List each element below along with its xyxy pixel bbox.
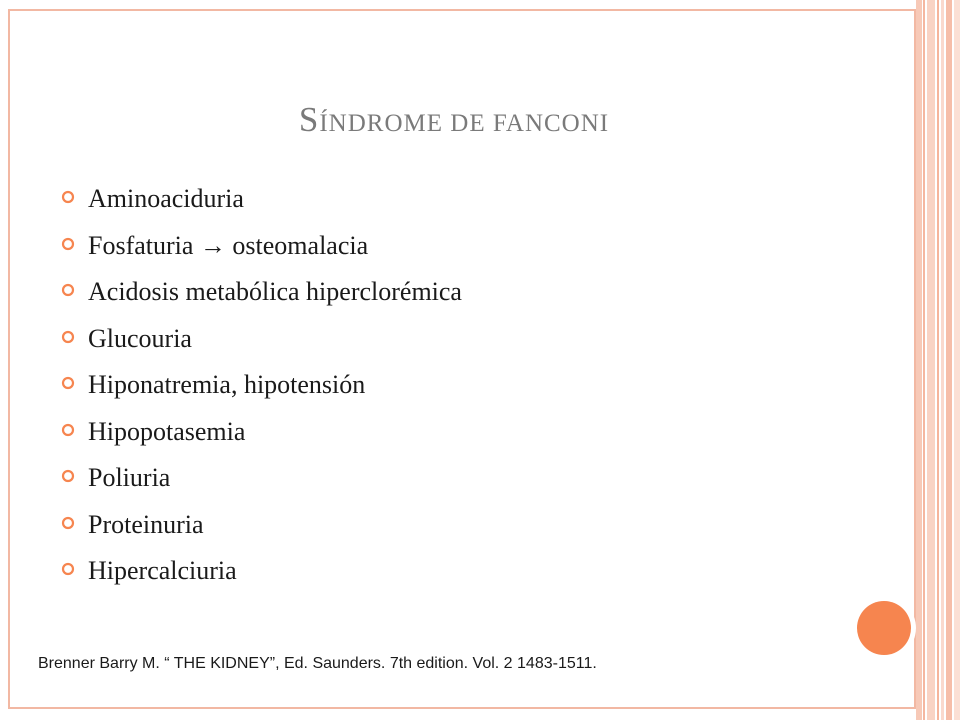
bullet-item bbox=[60, 502, 462, 549]
decorative-orange-circle bbox=[857, 601, 911, 655]
bullet-item bbox=[60, 223, 462, 270]
bullet-text: Hipopotasemia bbox=[88, 416, 246, 446]
decorative-stripe bbox=[954, 0, 960, 720]
orange-ring-bullet-icon bbox=[60, 277, 88, 307]
bullet-list bbox=[60, 176, 462, 595]
orange-ring-bullet-icon bbox=[60, 463, 88, 493]
slide-title-rest-first: ÍNDROME bbox=[319, 110, 444, 137]
bullet-text: Fosfaturia → osteomalacia bbox=[88, 230, 369, 260]
orange-ring-bullet-icon bbox=[60, 556, 88, 586]
bullet-text: Proteinuria bbox=[88, 509, 204, 539]
bullet-item bbox=[60, 316, 462, 363]
orange-ring-bullet-icon bbox=[60, 370, 88, 400]
slide-title-initial: S bbox=[298, 100, 320, 139]
orange-ring-bullet-icon bbox=[60, 417, 88, 447]
bullet-text: Poliuria bbox=[88, 463, 171, 493]
decorative-stripe bbox=[937, 0, 939, 720]
citation: Brenner Barry M. “ THE KIDNEY”, Ed. Saunders. 7th edition. Vol. 2 1483-1511. bbox=[38, 655, 597, 672]
decorative-stripe bbox=[916, 0, 922, 720]
bullet-item bbox=[60, 409, 462, 456]
decorative-stripe bbox=[946, 0, 952, 720]
bullet-item bbox=[60, 362, 462, 409]
bullet-item bbox=[60, 176, 462, 223]
orange-ring-bullet-icon bbox=[60, 510, 88, 540]
bullet-text: Acidosis metabólica hiperclorémica bbox=[88, 277, 462, 307]
decorative-stripe bbox=[927, 0, 935, 720]
orange-ring-bullet-icon bbox=[60, 231, 88, 261]
slide-title-rest: DE FANCONI bbox=[443, 110, 610, 137]
bullet-item bbox=[60, 269, 462, 316]
decorative-stripe bbox=[941, 0, 944, 720]
bullet-text: Hiponatremia, hipotensión bbox=[88, 370, 366, 400]
orange-ring-bullet-icon bbox=[60, 184, 88, 214]
bullet-text: Glucouria bbox=[88, 323, 192, 353]
bullet-text: Aminoaciduria bbox=[88, 184, 244, 214]
bullet-item bbox=[60, 548, 462, 595]
orange-ring-bullet-icon bbox=[60, 324, 88, 354]
slide-title bbox=[0, 100, 908, 140]
decorative-stripe bbox=[923, 0, 925, 720]
bullet-item bbox=[60, 455, 462, 502]
bullet-text: Hipercalciuria bbox=[88, 556, 237, 586]
